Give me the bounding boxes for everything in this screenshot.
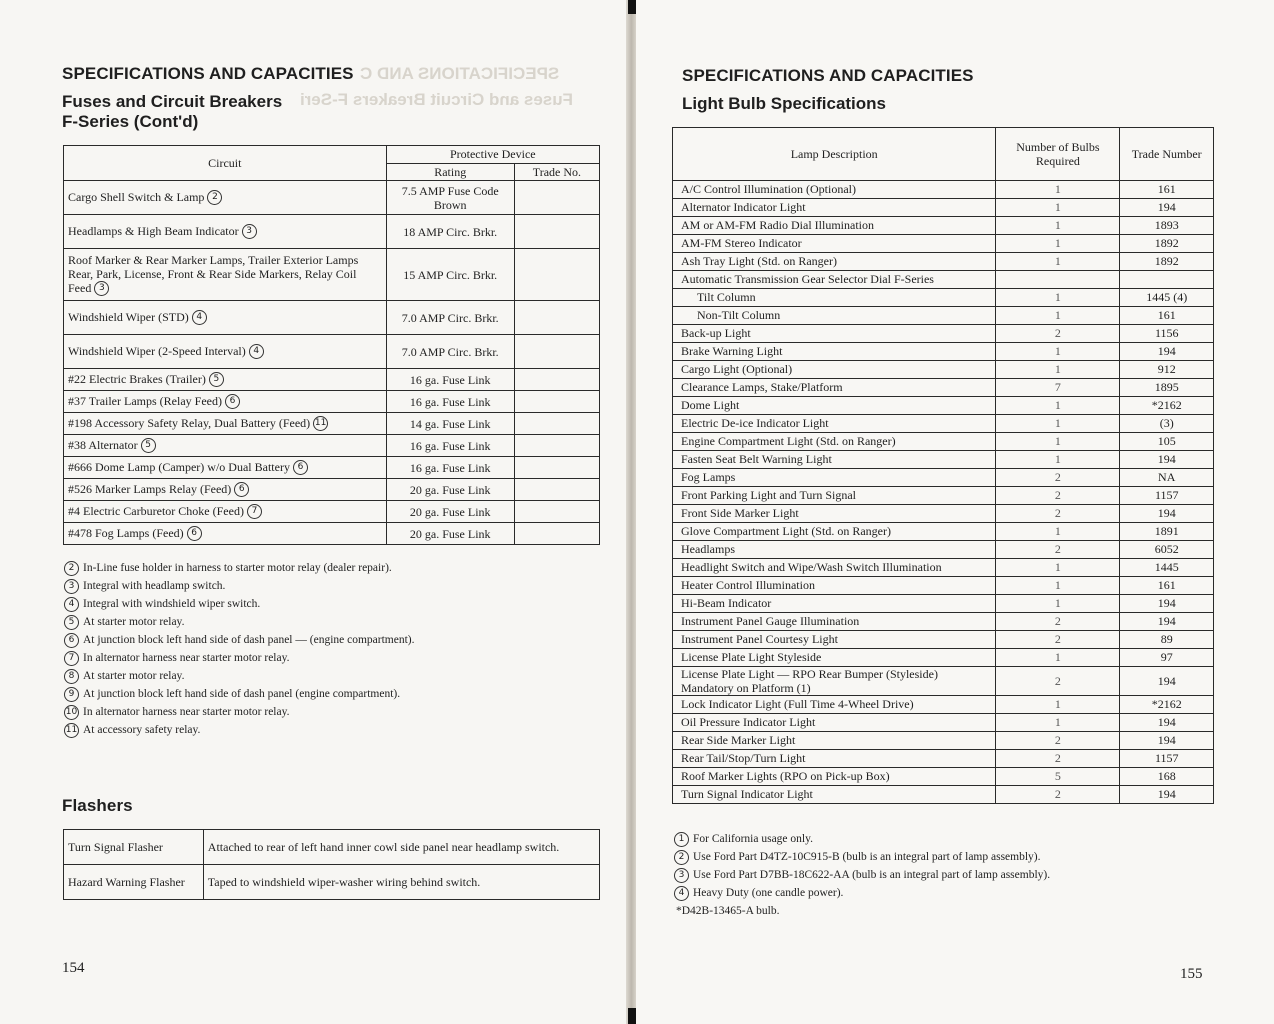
table-row [673, 487, 1214, 505]
bulb-count: 1 [996, 253, 1120, 271]
trade-number: 194 [1120, 505, 1214, 523]
table-row [673, 631, 1214, 649]
bulb-count: 1 [996, 559, 1120, 577]
header-rating: Rating [386, 164, 514, 181]
note-ref: 6 [187, 526, 202, 541]
circuit-name: #666 Dome Lamp (Camper) w/o Dual Battery [68, 459, 293, 474]
trade-cell [514, 301, 599, 335]
rating-cell: 14 ga. Fuse Link [386, 413, 514, 435]
rating-cell: 18 AMP Circ. Brkr. [386, 215, 514, 249]
lamp-description: Dome Light [673, 397, 996, 415]
table-row [673, 595, 1214, 613]
subtitle-line: Fuses and Circuit Breakers [62, 92, 283, 111]
rating-cell: 15 AMP Circ. Brkr. [386, 249, 514, 301]
circuit-name: #38 Alternator [68, 437, 141, 452]
lamp-description: Rear Tail/Stop/Turn Light [673, 750, 996, 768]
bulb-count: 2 [996, 505, 1120, 523]
trade-cell [514, 457, 599, 479]
trade-number: 194 [1120, 732, 1214, 750]
lamp-description: Lock Indicator Light (Full Time 4-Wheel Drive) [673, 696, 996, 714]
lamp-description: A/C Control Illumination (Optional) [673, 181, 996, 199]
footnote-text: In alternator harness near starter motor relay. [83, 652, 290, 664]
table-row [673, 667, 1214, 696]
header-number-required: Number of Bulbs Required [996, 128, 1120, 181]
header-trade-no: Trade No. [514, 164, 599, 181]
bulb-count: 1 [996, 307, 1120, 325]
table-row [673, 696, 1214, 714]
header-trade-number: Trade Number [1120, 128, 1214, 181]
lamp-description: Glove Compartment Light (Std. on Ranger) [673, 523, 996, 541]
footnote-number: 1 [674, 832, 689, 847]
table-row [673, 786, 1214, 804]
table-row [673, 613, 1214, 631]
lamp-description: Fog Lamps [673, 469, 996, 487]
trade-number: 1893 [1120, 217, 1214, 235]
footnote-item [674, 884, 1050, 902]
lamp-description: Automatic Transmission Gear Selector Dial F-Series [673, 271, 996, 289]
page-number: 155 [1180, 966, 1203, 982]
table-row [64, 479, 600, 501]
bulb-count: 1 [996, 361, 1120, 379]
trade-cell [514, 523, 599, 545]
bulb-table [672, 127, 1214, 804]
table-row [673, 307, 1214, 325]
lamp-description: Tilt Column [673, 289, 996, 307]
footnote-text: For California usage only. [693, 833, 813, 845]
bulb-count: 5 [996, 768, 1120, 786]
footnote-text: In-Line fuse holder in harness to starter motor relay (dealer repair). [83, 562, 392, 574]
footnote-text: Use Ford Part D4TZ-10C915-B (bulb is an integral part of lamp assembly). [693, 851, 1041, 863]
trade-number: 194 [1120, 613, 1214, 631]
trade-number: 1445 (4) [1120, 289, 1214, 307]
bulb-count: 7 [996, 379, 1120, 397]
bulb-count: 1 [996, 397, 1120, 415]
footnote-item [64, 685, 415, 703]
right-page [636, 0, 1274, 1024]
flashers-title: Flashers [62, 796, 133, 815]
page-number: 154 [62, 960, 85, 976]
trade-number: 161 [1120, 307, 1214, 325]
note-ref: 5 [141, 438, 156, 453]
circuit-name: Roof Marker & Rear Marker Lamps, Trailer Exterior Lamps Rear, Park, License, Front & Rear Side Markers, Relay Coil Feed [68, 252, 359, 295]
trade-number: 161 [1120, 577, 1214, 595]
lamp-description: Back-up Light [673, 325, 996, 343]
footnote-text: Integral with windshield wiper switch. [83, 598, 261, 610]
table-row [673, 397, 1214, 415]
trade-number: *2162 [1120, 397, 1214, 415]
bulb-count: 1 [996, 696, 1120, 714]
bulb-count: 2 [996, 487, 1120, 505]
bulb-count [996, 271, 1120, 289]
bulb-count: 1 [996, 199, 1120, 217]
trade-number: 161 [1120, 181, 1214, 199]
bulb-count: 2 [996, 613, 1120, 631]
note-ref: 11 [313, 416, 328, 431]
circuit-cell [64, 457, 387, 479]
trade-number: 194 [1120, 451, 1214, 469]
footnote-item [64, 595, 415, 613]
table-row [673, 415, 1214, 433]
subtitle: Light Bulb Specifications [682, 94, 887, 113]
bulb-count: 2 [996, 732, 1120, 750]
bulb-count: 2 [996, 631, 1120, 649]
trade-number: 194 [1120, 667, 1214, 696]
flasher-location: Taped to windshield wiper-washer wiring behind switch. [203, 865, 599, 900]
table-row [673, 271, 1214, 289]
subtitle [62, 92, 282, 132]
circuit-cell [64, 523, 387, 545]
bulb-count: 1 [996, 523, 1120, 541]
header-protective-device: Protective Device [386, 146, 599, 164]
table-row [673, 235, 1214, 253]
footnote-number: 3 [674, 868, 689, 883]
circuit-name: Windshield Wiper (2-Speed Interval) [68, 343, 249, 358]
lamp-description: Instrument Panel Courtesy Light [673, 631, 996, 649]
note-ref: 3 [242, 224, 257, 239]
trade-cell [514, 215, 599, 249]
table-row [64, 391, 600, 413]
trade-number: 168 [1120, 768, 1214, 786]
footnote-text: At starter motor relay. [83, 616, 185, 628]
circuit-cell [64, 391, 387, 413]
table-row [673, 523, 1214, 541]
trade-cell [514, 435, 599, 457]
circuit-name: #22 Electric Brakes (Trailer) [68, 371, 209, 386]
trade-number: 97 [1120, 649, 1214, 667]
table-row [64, 523, 600, 545]
table-row [673, 768, 1214, 786]
footnote-number: 6 [64, 633, 79, 648]
trade-cell [514, 391, 599, 413]
footnote-number: 5 [64, 615, 79, 630]
bulb-count: 1 [996, 595, 1120, 613]
table-row [673, 451, 1214, 469]
flasher-name: Turn Signal Flasher [64, 830, 204, 865]
flasher-name: Hazard Warning Flasher [64, 865, 204, 900]
footnote-text: In alternator harness near starter motor relay. [83, 706, 290, 718]
trade-number: 194 [1120, 714, 1214, 732]
bulb-count: 1 [996, 235, 1120, 253]
table-row [673, 217, 1214, 235]
lamp-description: Non-Tilt Column [673, 307, 996, 325]
lamp-description: Roof Marker Lights (RPO on Pick-up Box) [673, 768, 996, 786]
footnote-item [64, 559, 415, 577]
note-ref: 4 [192, 310, 207, 325]
circuit-cell [64, 501, 387, 523]
table-row [673, 750, 1214, 768]
circuit-name: #198 Accessory Safety Relay, Dual Battery (Feed) [68, 415, 314, 430]
bulb-count: 1 [996, 451, 1120, 469]
footnote-number: 8 [64, 669, 79, 684]
footnote-item [674, 848, 1050, 866]
footnote-number: 9 [64, 687, 79, 702]
footnote-number: 11 [64, 723, 79, 738]
table-row [673, 469, 1214, 487]
lamp-description: Clearance Lamps, Stake/Platform [673, 379, 996, 397]
footnote-number: 3 [64, 579, 79, 594]
bulb-count: 1 [996, 289, 1120, 307]
trade-cell [514, 501, 599, 523]
header-circuit: Circuit [64, 146, 387, 181]
bulb-count: 1 [996, 181, 1120, 199]
trade-cell [514, 369, 599, 391]
footnote-text: Use Ford Part D7BB-18C622-AA (bulb is an integral part of lamp assembly). [693, 869, 1051, 881]
table-row [64, 301, 600, 335]
trade-cell [514, 413, 599, 435]
footnote-text: At starter motor relay. [83, 670, 185, 682]
lamp-description: Brake Warning Light [673, 343, 996, 361]
section-title: SPECIFICATIONS AND CAPACITIES [682, 66, 974, 85]
circuit-cell [64, 479, 387, 501]
trade-number: 194 [1120, 786, 1214, 804]
lamp-description: Rear Side Marker Light [673, 732, 996, 750]
table-row [673, 325, 1214, 343]
table-row [673, 541, 1214, 559]
rating-cell: 16 ga. Fuse Link [386, 369, 514, 391]
trade-cell [514, 181, 599, 215]
lamp-description: AM or AM-FM Radio Dial Illumination [673, 217, 996, 235]
trade-number: 194 [1120, 199, 1214, 217]
table-row [673, 433, 1214, 451]
table-row [673, 289, 1214, 307]
lamp-description: Turn Signal Indicator Light [673, 786, 996, 804]
rating-cell: 7.0 AMP Circ. Brkr. [386, 335, 514, 369]
lamp-description: Front Parking Light and Turn Signal [673, 487, 996, 505]
footnote-text: Heavy Duty (one candle power). [693, 887, 844, 899]
footnote-item [64, 667, 415, 685]
footnote-number: 10 [64, 705, 79, 720]
footnote-number: 2 [674, 850, 689, 865]
bulb-count: 1 [996, 343, 1120, 361]
trade-number: 6052 [1120, 541, 1214, 559]
trade-number: 1892 [1120, 253, 1214, 271]
table-row [64, 413, 600, 435]
rating-cell: 16 ga. Fuse Link [386, 457, 514, 479]
bleed-through-text: Fuses and Circuit Breakers F-Seri [300, 90, 574, 109]
circuit-name: Windshield Wiper (STD) [68, 309, 192, 324]
table-row [64, 335, 600, 369]
bulb-count: 1 [996, 433, 1120, 451]
lamp-description: Instrument Panel Gauge Illumination [673, 613, 996, 631]
lamp-description: Engine Compartment Light (Std. on Ranger) [673, 433, 996, 451]
table-row [64, 369, 600, 391]
footnote-item [64, 631, 415, 649]
trade-cell [514, 335, 599, 369]
footnote-item [64, 613, 415, 631]
bulb-count: 1 [996, 415, 1120, 433]
note-ref: 5 [209, 372, 224, 387]
trade-number: 1895 [1120, 379, 1214, 397]
footnote-item [674, 830, 1050, 848]
table-row [64, 215, 600, 249]
table-row [673, 181, 1214, 199]
bulb-count: 2 [996, 469, 1120, 487]
left-page [0, 0, 628, 1024]
table-row [673, 343, 1214, 361]
note-ref: 7 [247, 504, 262, 519]
table-row [673, 199, 1214, 217]
footnote-text: At junction block left hand side of dash panel — (engine compartment). [83, 634, 415, 646]
table-row [673, 732, 1214, 750]
circuit-name: Headlamps & High Beam Indicator [68, 223, 242, 238]
table-row [64, 865, 600, 900]
rating-cell: 7.5 AMP Fuse Code Brown [386, 181, 514, 215]
trade-number: 1892 [1120, 235, 1214, 253]
rating-cell: 20 ga. Fuse Link [386, 501, 514, 523]
header-lamp-description: Lamp Description [673, 128, 996, 181]
table-row [64, 181, 600, 215]
trade-cell [514, 479, 599, 501]
bulb-count: 2 [996, 750, 1120, 768]
note-ref: 4 [249, 344, 264, 359]
rating-cell: 16 ga. Fuse Link [386, 435, 514, 457]
table-row [673, 577, 1214, 595]
circuit-cell [64, 435, 387, 457]
footnote-number: 2 [64, 561, 79, 576]
star-note: *D42B-13465-A bulb. [676, 905, 780, 917]
trade-number: 105 [1120, 433, 1214, 451]
circuit-cell [64, 369, 387, 391]
footnote-item [64, 649, 415, 667]
circuit-name: #37 Trailer Lamps (Relay Feed) [68, 393, 225, 408]
lamp-description: Headlight Switch and Wipe/Wash Switch Illumination [673, 559, 996, 577]
bulb-count: 1 [996, 217, 1120, 235]
footnote-text: Integral with headlamp switch. [83, 580, 226, 592]
circuit-name: Cargo Shell Switch & Lamp [68, 189, 208, 204]
circuit-name: #4 Electric Carburetor Choke (Feed) [68, 503, 247, 518]
circuit-name: #526 Marker Lamps Relay (Feed) [68, 481, 235, 496]
trade-cell [514, 249, 599, 301]
rating-cell: 20 ga. Fuse Link [386, 523, 514, 545]
footnotes [64, 559, 415, 739]
table-row [673, 714, 1214, 732]
table-row [673, 253, 1214, 271]
footnote-text: At accessory safety relay. [83, 724, 201, 736]
table-row [673, 559, 1214, 577]
bulb-count: 2 [996, 786, 1120, 804]
lamp-description: Electric De-ice Indicator Light [673, 415, 996, 433]
footnote-item [64, 577, 415, 595]
table-row [64, 457, 600, 479]
circuit-cell [64, 413, 387, 435]
circuit-cell [64, 301, 387, 335]
footnote-number: 4 [64, 597, 79, 612]
trade-number: 912 [1120, 361, 1214, 379]
lamp-description: License Plate Light Styleside [673, 649, 996, 667]
rating-cell: 16 ga. Fuse Link [386, 391, 514, 413]
lamp-description: Hi-Beam Indicator [673, 595, 996, 613]
trade-number [1120, 271, 1214, 289]
circuit-cell [64, 181, 387, 215]
bulb-count: 1 [996, 577, 1120, 595]
trade-number: 194 [1120, 595, 1214, 613]
subtitle-line: F-Series (Cont'd) [62, 112, 199, 131]
flashers-table [63, 829, 600, 900]
trade-number: *2162 [1120, 696, 1214, 714]
footnote-number: 4 [674, 886, 689, 901]
circuit-name: #478 Fog Lamps (Feed) [68, 525, 187, 540]
lamp-description: Fasten Seat Belt Warning Light [673, 451, 996, 469]
rating-cell: 7.0 AMP Circ. Brkr. [386, 301, 514, 335]
bulb-count: 2 [996, 325, 1120, 343]
lamp-description: AM-FM Stereo Indicator [673, 235, 996, 253]
bulb-count: 1 [996, 649, 1120, 667]
lamp-description: Headlamps [673, 541, 996, 559]
table-row [64, 830, 600, 865]
circuit-cell [64, 215, 387, 249]
bulb-count: 2 [996, 541, 1120, 559]
footnote-item [64, 721, 415, 739]
footnote-item [674, 866, 1050, 884]
table-row [673, 361, 1214, 379]
trade-number: 1891 [1120, 523, 1214, 541]
circuit-cell [64, 335, 387, 369]
trade-number: NA [1120, 469, 1214, 487]
trade-number: 89 [1120, 631, 1214, 649]
trade-number: 1157 [1120, 487, 1214, 505]
trade-number: 1157 [1120, 750, 1214, 768]
table-row [673, 649, 1214, 667]
lamp-description: Heater Control Illumination [673, 577, 996, 595]
table-row [64, 249, 600, 301]
lamp-description: Cargo Light (Optional) [673, 361, 996, 379]
trade-number: 1156 [1120, 325, 1214, 343]
footnote-item [64, 703, 415, 721]
note-ref: 6 [234, 482, 249, 497]
rating-cell: 20 ga. Fuse Link [386, 479, 514, 501]
table-row [64, 501, 600, 523]
lamp-description: Ash Tray Light (Std. on Ranger) [673, 253, 996, 271]
fuse-table [63, 145, 600, 545]
trade-number: (3) [1120, 415, 1214, 433]
footnote-number: 7 [64, 651, 79, 666]
table-row [673, 379, 1214, 397]
lamp-description: License Plate Light — RPO Rear Bumper (Styleside) Mandatory on Platform (1) [673, 667, 996, 696]
bulb-count: 1 [996, 714, 1120, 732]
footnote-text: At junction block left hand side of dash panel (engine compartment). [83, 688, 401, 700]
flasher-location: Attached to rear of left hand inner cowl side panel near headlamp switch. [203, 830, 599, 865]
lamp-description: Alternator Indicator Light [673, 199, 996, 217]
circuit-cell [64, 249, 387, 301]
table-row [64, 435, 600, 457]
bleed-through-text: SPECIFICATIONS AND C [360, 64, 560, 83]
bulb-count: 2 [996, 667, 1120, 696]
note-ref: 2 [207, 190, 222, 205]
footnotes [674, 830, 1050, 902]
section-title: SPECIFICATIONS AND CAPACITIES [62, 64, 354, 83]
table-row [673, 505, 1214, 523]
trade-number: 1445 [1120, 559, 1214, 577]
trade-number: 194 [1120, 343, 1214, 361]
note-ref: 6 [293, 460, 308, 475]
lamp-description: Front Side Marker Light [673, 505, 996, 523]
lamp-description: Oil Pressure Indicator Light [673, 714, 996, 732]
note-ref: 6 [225, 394, 240, 409]
note-ref: 3 [94, 281, 109, 296]
